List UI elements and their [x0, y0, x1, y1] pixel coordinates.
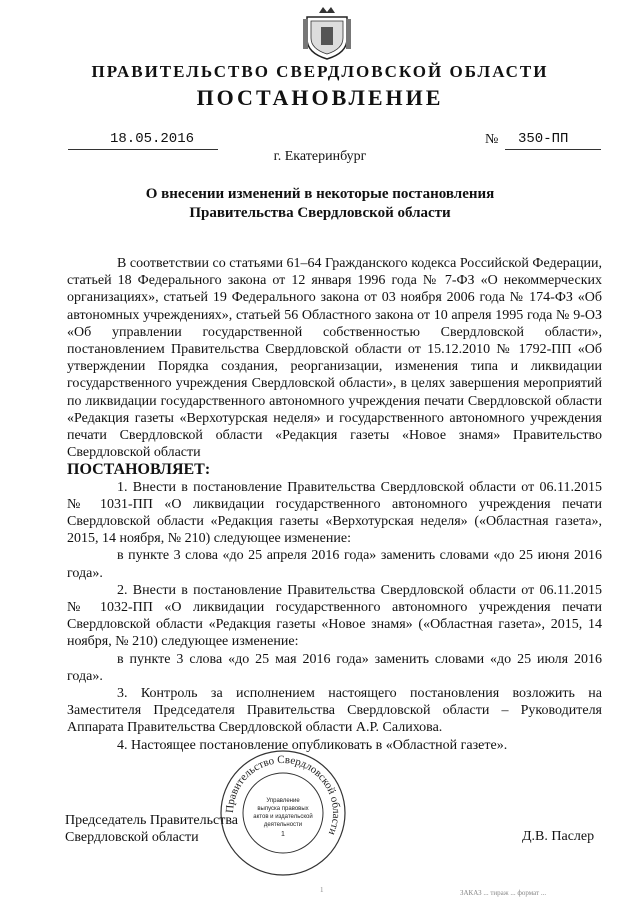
- coat-of-arms-emblem: [301, 3, 353, 61]
- preamble-paragraph: В соответствии со статьями 61–64 Гражданского кодекса Российской Федерации, статьей 18 Федерального закона от 12 января 1996 года № 7-ФЗ «О некоммерческих организациях», статьей 19 Федерального закона от 03 ноября 2006 года № 174-ФЗ «Об автономных учреждениях», статьей 56 Областного закона от 10 апреля 1995 года № 9-ОЗ «Об управлении государственной собственностью Свердловской области», постановлением Правительства Свердловской области от 15.12.2010 № 1792-ПП «Об утверждении Порядка создания, реорганизации, изменения типа и ликвидации государственного учреждения Свердловской области», в целях завершения мероприятий по ликвидации государственного автономного учреждения печати Свердловской области «Редакция газеты «Верхотурская неделя» и государственного автономного учреждения печати Свердловской области «Редакция газеты «Новое знамя» Правительство Свердловской области: [67, 256, 602, 461]
- document-type-heading: ПОСТАНОВЛЕНИЕ: [196, 85, 444, 110]
- stamp-center-line-3: актов и издательской: [253, 814, 313, 820]
- signatory-position-line-2: Свердловской области: [65, 830, 199, 845]
- item-4: 4. Настоящее постановление опубликовать в «Областной газете».: [117, 737, 508, 753]
- item-1-change: в пункте 3 слова «до 25 апреля 2016 года» заменить словами «до 25 июня 2016 года».: [67, 548, 602, 581]
- item-1: 1. Внести в постановление Правительства Свердловской области от 06.11.2015 № 1031-ПП «О ликвидации государственного автономного учреждения печати Свердловской области «Редакция газеты «Верхотурская неделя» («Областная газета», 2015, 14 ноября, № 210) следующее изменение:: [67, 479, 602, 547]
- item-3: 3. Контроль за исполнением настоящего постановления возложить на Заместителя Председателя Правительства Свердловской области – Руководителя Аппарата Правительства Свердловской области А.Р. Салихова.: [67, 686, 602, 736]
- print-footer: ЗАКАЗ ... тираж ... формат ...: [460, 889, 547, 897]
- city-line: г. Екатеринбург: [273, 149, 367, 164]
- stamp-center-line-1: Управление: [266, 798, 300, 804]
- signatory-position: [65, 812, 238, 846]
- page-mark: 1: [320, 886, 324, 894]
- item-2: 2. Внести в постановление Правительства Свердловской области от 06.11.2015 № 1032-ПП «О ликвидации государственного автономного учреждения печати Свердловской области «Редакция газеты «Новое знамя» («Областная газета», 2015, 14 ноября, № 210) следующее изменение:: [67, 582, 602, 650]
- document-number: 350-ПП: [518, 131, 569, 147]
- government-heading: ПРАВИТЕЛЬСТВО СВЕРДЛОВСКОЙ ОБЛАСТИ: [91, 62, 549, 81]
- stamp-center-number: 1: [281, 831, 285, 838]
- stamp-ring-text: Правительство Свердловской области: [223, 753, 343, 837]
- signatory-name: Д.В. Паслер: [522, 829, 595, 844]
- document-body: [67, 255, 602, 754]
- item-2-change: в пункте 3 слова «до 25 мая 2016 года» заменить словами «до 25 июля 2016 года».: [67, 651, 602, 684]
- stamp-center-line-4: деятельности: [263, 822, 303, 828]
- signatory-position-line-1: Председатель Правительства: [65, 813, 238, 828]
- number-sign: №: [485, 132, 499, 147]
- stamp-center-line-2: выпуска правовых: [257, 806, 309, 812]
- document-title: О внесении изменений в некоторые постановления Правительства Свердловской области: [145, 186, 495, 221]
- document-date: 18.05.2016: [110, 131, 195, 147]
- resolves-heading: ПОСТАНОВЛЯЕТ:: [67, 461, 211, 479]
